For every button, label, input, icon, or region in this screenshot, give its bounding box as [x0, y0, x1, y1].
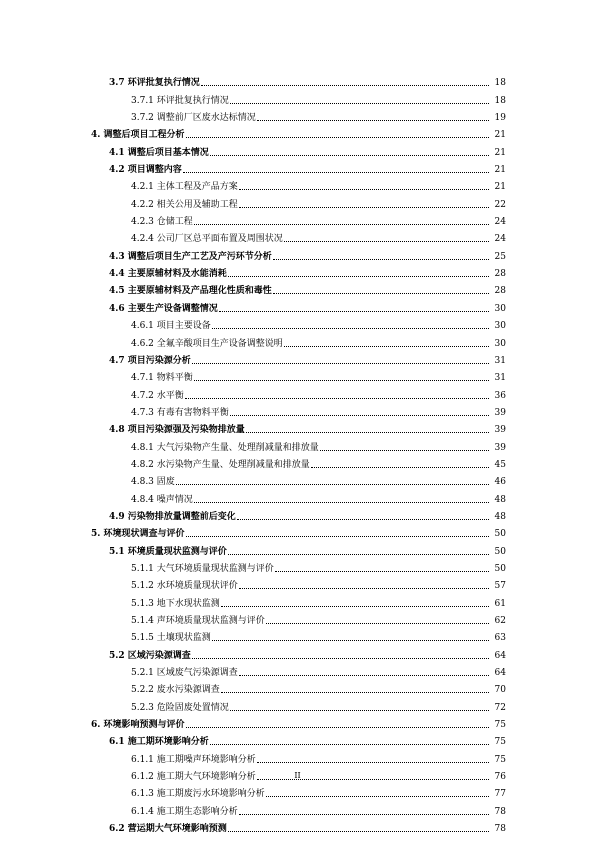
toc-leader-dots: [266, 623, 489, 624]
toc-entry[interactable]: [0, 662, 595, 679]
toc-leader-dots: [194, 502, 489, 503]
toc-entry-title: 4.6 主要生产设备调整情况: [109, 303, 218, 314]
toc-entry-page: 30: [494, 338, 506, 349]
toc-leader-dots: [246, 432, 489, 433]
toc-leader-dots: [228, 831, 489, 832]
toc-leader-dots: [176, 484, 489, 485]
toc-leader-dots: [320, 450, 489, 451]
toc-entry[interactable]: [0, 627, 595, 644]
toc-entry-title: 4.6.1 项目主要设备: [131, 321, 211, 332]
toc-leader-dots: [273, 259, 489, 260]
toc-leader-dots: [239, 189, 489, 190]
toc-leader-dots: [275, 571, 489, 572]
toc-entry-page: 75: [494, 737, 506, 748]
toc-leader-dots: [186, 536, 489, 537]
toc-entry-title: 6.1.3 施工期废污水环境影响分析: [131, 789, 265, 800]
toc-entry[interactable]: [0, 159, 595, 176]
toc-entry-title: 6.1.4 施工期生态影响分析: [131, 806, 238, 817]
toc-leader-dots: [186, 727, 489, 728]
toc-entry-title: 5.2.1 区域废气污染源调查: [131, 668, 238, 679]
toc-entry[interactable]: [0, 575, 595, 592]
toc-entry[interactable]: [0, 471, 595, 488]
toc-entry-page: 50: [494, 546, 506, 557]
toc-entry-title: 4.7.3 有毒有害物料平衡: [131, 407, 229, 418]
toc-entry-title: 5.1.4 声环境质量现状监测与评价: [131, 616, 265, 626]
toc-leader-dots: [273, 293, 489, 294]
toc-entry-page: 62: [494, 616, 506, 626]
toc-entry-page: 76: [494, 772, 506, 783]
toc-entry-title: 4.6.2 全氟辛酸项目生产设备调整说明: [131, 338, 283, 349]
toc-entry[interactable]: [0, 523, 595, 540]
toc-leader-dots: [192, 363, 489, 364]
toc-entry[interactable]: [0, 228, 595, 245]
toc-entry-page: 77: [494, 789, 506, 800]
toc-entry-page: 57: [494, 581, 506, 592]
toc-entry[interactable]: [0, 436, 595, 453]
toc-entry-title: 4.2.2 相关公用及辅助工程: [131, 199, 238, 210]
toc-entry[interactable]: [0, 367, 595, 384]
toc-leader-dots: [239, 814, 489, 815]
toc-entry[interactable]: [0, 783, 595, 800]
toc-entry-page: 48: [494, 494, 506, 505]
toc-entry-page: 31: [494, 373, 506, 384]
toc-entry[interactable]: [0, 679, 595, 696]
toc-entry-page: 25: [494, 251, 506, 262]
toc-entry-page: 18: [494, 78, 506, 89]
toc-entry[interactable]: [0, 89, 595, 106]
toc-entry-title: 5.1.2 水环境质量现状评价: [131, 581, 238, 592]
toc-leader-dots: [228, 276, 489, 277]
toc-entry-page: 22: [494, 199, 506, 210]
toc-entry-page: 75: [494, 720, 506, 731]
toc-entry[interactable]: [0, 107, 595, 124]
table-of-contents: [0, 72, 595, 835]
toc-entry-title: 6.1.2 施工期大气环境影响分析: [131, 772, 256, 783]
toc-entry-title: 5.1 环境质量现状监测与评价: [109, 546, 227, 557]
toc-entry[interactable]: [0, 800, 595, 817]
toc-entry-title: 5.1.1 大气环境质量现状监测与评价: [131, 563, 274, 574]
toc-entry-title: 6.1 施工期环境影响分析: [109, 737, 209, 748]
toc-entry-title: 4.3 调整后项目生产工艺及产污环节分析: [109, 251, 272, 262]
toc-entry[interactable]: [0, 176, 595, 193]
toc-entry[interactable]: [0, 124, 595, 141]
toc-entry-title: 4.2 项目调整内容: [109, 165, 182, 176]
toc-entry-page: 50: [494, 563, 506, 574]
toc-entry-page: 24: [494, 234, 506, 245]
toc-entry[interactable]: [0, 141, 595, 158]
toc-entry[interactable]: [0, 297, 595, 314]
toc-leader-dots: [237, 519, 489, 520]
toc-entry-page: 39: [494, 407, 506, 418]
toc-leader-dots: [239, 207, 489, 208]
toc-leader-dots: [212, 640, 489, 641]
toc-entry-page: 50: [494, 529, 506, 540]
toc-leader-dots: [266, 796, 489, 797]
toc-entry[interactable]: [0, 696, 595, 713]
toc-leader-dots: [210, 744, 489, 745]
toc-leader-dots: [239, 588, 489, 589]
toc-entry[interactable]: [0, 610, 595, 627]
toc-entry[interactable]: [0, 263, 595, 280]
toc-entry-page: 72: [494, 702, 506, 713]
toc-entry-title: 4.8.3 固废: [131, 477, 175, 488]
toc-entry-page: 28: [494, 286, 506, 297]
toc-entry-page: 28: [494, 269, 506, 280]
toc-entry[interactable]: [0, 72, 595, 89]
toc-entry[interactable]: [0, 419, 595, 436]
toc-entry-title: 4.2.4 公司厂区总平面布置及周围状况: [131, 234, 283, 245]
toc-entry[interactable]: [0, 644, 595, 661]
toc-entry-title: 4.7.1 物料平衡: [131, 373, 193, 384]
toc-entry-page: 19: [494, 113, 506, 124]
toc-entry-page: 46: [494, 477, 506, 488]
toc-entry-title: 4.7 项目污染源分析: [109, 355, 191, 366]
toc-entry[interactable]: [0, 211, 595, 228]
toc-leader-dots: [192, 658, 489, 659]
toc-leader-dots: [284, 346, 489, 347]
toc-leader-dots: [257, 120, 489, 121]
page-number: II: [294, 771, 301, 780]
toc-entry[interactable]: [0, 748, 595, 765]
toc-entry-page: 18: [494, 95, 506, 106]
toc-entry-page: 45: [494, 459, 506, 470]
toc-leader-dots: [183, 172, 489, 173]
toc-entry-title: 6.1.1 施工期噪声环境影响分析: [131, 754, 256, 765]
toc-leader-dots: [239, 675, 489, 676]
toc-entry-title: 3.7.1 环评批复执行情况: [131, 95, 229, 106]
toc-entry[interactable]: [0, 714, 595, 731]
toc-entry-page: 70: [494, 685, 506, 696]
toc-entry[interactable]: [0, 558, 595, 575]
toc-entry-page: 36: [494, 390, 506, 401]
toc-entry-title: 4.7.2 水平衡: [131, 390, 184, 401]
toc-entry-page: 31: [494, 355, 506, 366]
toc-entry-page: 21: [494, 165, 506, 176]
toc-entry-page: 21: [494, 130, 506, 141]
toc-leader-dots: [194, 380, 489, 381]
toc-entry-page: 63: [494, 633, 506, 644]
toc-entry-title: 4.4 主要原辅材料及水能消耗: [109, 269, 227, 280]
toc-entry-title: 4.8.4 噪声情况: [131, 494, 193, 505]
toc-leader-dots: [257, 762, 489, 763]
toc-entry-title: 4.8.2 水污染物产生量、处理削减量和排放量: [131, 459, 310, 470]
toc-entry-title: 5.2.2 废水污染源调查: [131, 685, 220, 696]
toc-entry-page: 39: [494, 442, 506, 453]
toc-entry-page: 64: [494, 650, 506, 661]
toc-leader-dots: [194, 224, 489, 225]
toc-entry-title: 4. 调整后项目工程分析: [91, 130, 185, 141]
toc-leader-dots: [284, 241, 489, 242]
toc-leader-dots: [219, 311, 489, 312]
toc-entry[interactable]: [0, 506, 595, 523]
toc-entry-page: 21: [494, 182, 506, 193]
toc-leader-dots: [201, 85, 489, 86]
toc-entry[interactable]: [0, 280, 595, 297]
toc-leader-dots: [210, 155, 489, 156]
toc-entry-title: 5.2.3 危险固废处置情况: [131, 702, 229, 713]
toc-entry[interactable]: [0, 818, 595, 835]
toc-entry-page: 75: [494, 754, 506, 765]
toc-entry-title: 5. 环境现状调查与评价: [91, 529, 185, 540]
toc-entry-page: 78: [494, 806, 506, 817]
toc-leader-dots: [230, 415, 489, 416]
toc-entry-title: 5.1.5 土壤现状监测: [131, 633, 211, 644]
toc-entry-title: 5.2 区域污染源调查: [109, 650, 191, 661]
toc-entry[interactable]: [0, 454, 595, 471]
toc-entry-title: 3.7.2 调整前厂区废水达标情况: [131, 113, 256, 124]
toc-entry[interactable]: [0, 488, 595, 505]
toc-entry[interactable]: [0, 540, 595, 557]
toc-entry-title: 4.8.1 大气污染物产生量、处理削减量和排放量: [131, 442, 319, 453]
toc-leader-dots: [185, 398, 489, 399]
toc-entry-page: 21: [494, 147, 506, 158]
toc-entry-page: 48: [494, 511, 506, 522]
toc-leader-dots: [311, 467, 489, 468]
toc-leader-dots: [212, 328, 489, 329]
toc-leader-dots: [230, 103, 489, 104]
toc-entry[interactable]: [0, 384, 595, 401]
toc-entry-title: 4.5 主要原辅材料及产品理化性质和毒性: [109, 286, 272, 297]
toc-leader-dots: [221, 606, 489, 607]
toc-entry-page: 39: [494, 425, 506, 436]
toc-entry-title: 4.2.3 仓储工程: [131, 217, 193, 228]
toc-entry-title: 6.2 营运期大气环境影响预测: [109, 824, 227, 835]
toc-entry-title: 4.9 污染物排放量调整前后变化: [109, 511, 236, 522]
toc-entry-title: 4.1 调整后项目基本情况: [109, 147, 209, 158]
toc-leader-dots: [230, 710, 489, 711]
toc-entry-page: 30: [494, 321, 506, 332]
toc-leader-dots: [228, 554, 489, 555]
toc-entry-page: 64: [494, 668, 506, 679]
toc-entry-title: 3.7 环评批复执行情况: [109, 78, 200, 89]
toc-entry[interactable]: [0, 402, 595, 419]
toc-entry[interactable]: [0, 731, 595, 748]
toc-entry-title: 5.1.3 地下水现状监测: [131, 598, 220, 609]
toc-leader-dots: [186, 137, 489, 138]
toc-entry-page: 30: [494, 303, 506, 314]
toc-entry[interactable]: [0, 332, 595, 349]
toc-entry[interactable]: [0, 350, 595, 367]
toc-entry-title: 4.2.1 主体工程及产品方案: [131, 182, 238, 193]
toc-entry-title: 4.8 项目污染源强及污染物排放量: [109, 425, 245, 436]
toc-entry[interactable]: [0, 592, 595, 609]
toc-entry[interactable]: [0, 315, 595, 332]
toc-entry-page: 78: [494, 824, 506, 835]
toc-entry-page: 24: [494, 217, 506, 228]
toc-entry[interactable]: [0, 245, 595, 262]
toc-entry-page: 61: [494, 598, 506, 609]
toc-entry-title: 6. 环境影响预测与评价: [91, 720, 185, 731]
toc-leader-dots: [221, 692, 489, 693]
toc-entry[interactable]: [0, 193, 595, 210]
